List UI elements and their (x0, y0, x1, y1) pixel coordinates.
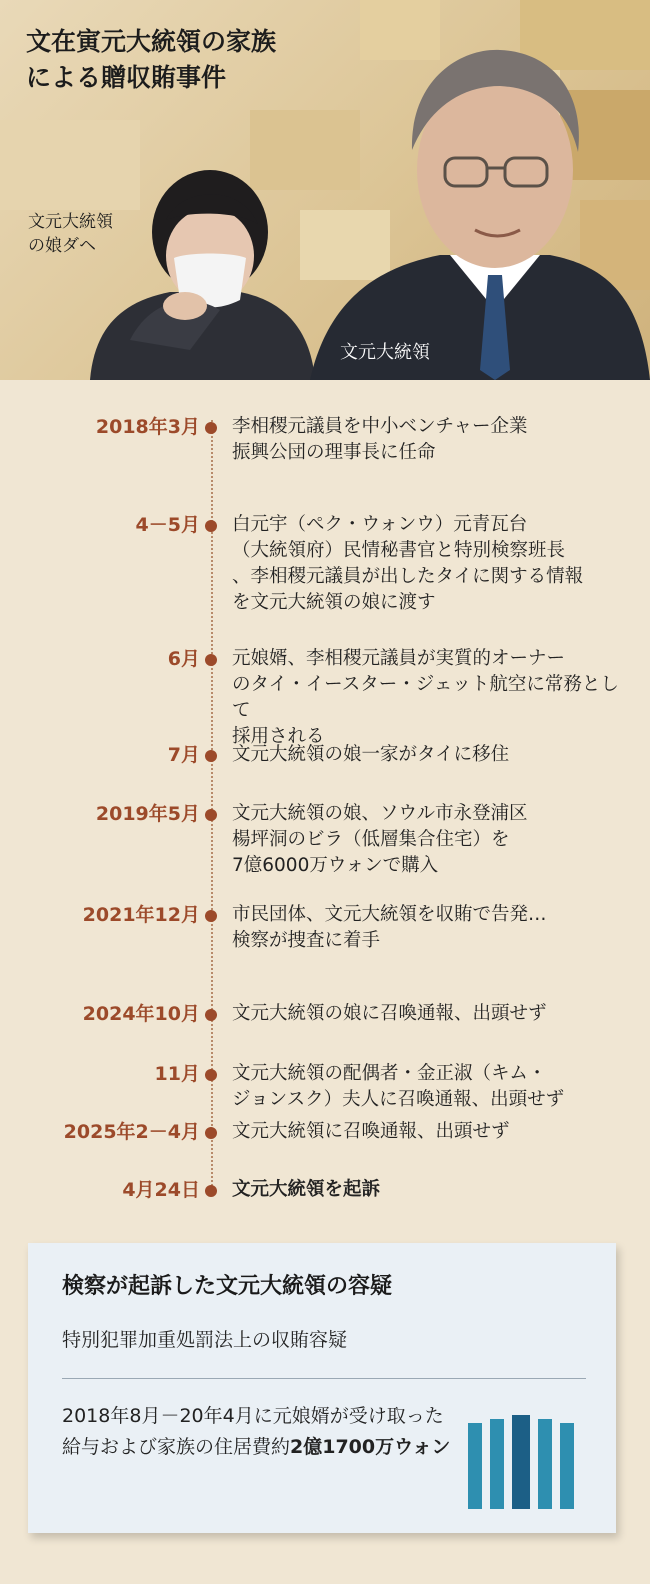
infographic-title: 文在寅元大統領の家族 による贈収賄事件 (26, 27, 277, 92)
event-date: 4月24日 (122, 1179, 200, 1201)
event-description: 元娘婿、李相稷元議員が実質的オーナー のタイ・イースター・ジェット航空に常務として 採用される (232, 648, 619, 747)
timeline-dot (205, 520, 217, 532)
timeline-dot (205, 1069, 217, 1081)
event-description: 文元大統領の娘一家がタイに移住 (232, 744, 510, 765)
header-photo (0, 0, 650, 380)
event-date: 7月 (167, 744, 200, 766)
event-description: 文元大統領を起訴 (232, 1179, 381, 1200)
timeline-dot (205, 1185, 217, 1197)
daughter-portrait (70, 160, 330, 380)
event-date: 2021年12月 (82, 904, 200, 926)
event-description: 文元大統領の配偶者・金正淑（キム・ ジョンスク）夫人に召喚通報、出頭せず (232, 1063, 565, 1110)
timeline-dot (205, 422, 217, 434)
timeline-dot (205, 809, 217, 821)
event-date: 4－5月 (135, 514, 200, 536)
event-date: 6月 (167, 648, 200, 670)
event-description: 文元大統領の娘に召喚通報、出頭せず (232, 1003, 547, 1024)
timeline-dot (205, 910, 217, 922)
event-description: 李相稷元議員を中小ベンチャー企業 振興公団の理事長に任命 (232, 416, 528, 463)
prosecution-logo-icon (468, 1413, 592, 1509)
timeline-dot (205, 1127, 217, 1139)
timeline-dot (205, 750, 217, 762)
charge-detail-text: 2018年8月－20年4月に元娘婿が受け取った給与および家族の住居費約 (62, 1405, 444, 1458)
timeline-dot (205, 1009, 217, 1021)
event-date: 2019年5月 (95, 803, 200, 825)
event-date: 2025年2－4月 (63, 1121, 200, 1143)
charges-box (28, 1243, 616, 1533)
bribe-amount: 2億1700万ウォン (290, 1436, 451, 1458)
timeline (0, 380, 650, 1240)
event-date: 11月 (154, 1063, 200, 1085)
event-description: 文元大統領の娘、ソウル市永登浦区 楊坪洞のビラ（低層集合住宅）を 7億6000万ウォンで購入 (232, 803, 528, 876)
president-portrait (300, 40, 650, 380)
event-description: 白元宇（ペク・ウォンウ）元青瓦台 （大統領府）民情秘書官と特別検察班長 、李相稷元議員が出したタイに関する情報 を文元大統領の娘に渡す (232, 514, 584, 613)
event-description: 市民団体、文元大統領を収賄で告発… 検察が捜査に着手 (232, 904, 547, 951)
charges-title: 検察が起訴した文元大統領の容疑 (62, 1274, 393, 1299)
timeline-dot (205, 654, 217, 666)
daughter-caption: 文元大統領 の娘ダヘ (28, 212, 113, 256)
charge-name: 特別犯罪加重処罰法上の収賄容疑 (62, 1329, 348, 1351)
president-caption: 文元大統領 (340, 342, 430, 363)
event-date: 2024年10月 (82, 1003, 200, 1025)
charge-detail (62, 1401, 462, 1463)
divider (62, 1378, 586, 1379)
event-date: 2018年3月 (95, 416, 200, 438)
event-description: 文元大統領に召喚通報、出頭せず (232, 1121, 510, 1142)
